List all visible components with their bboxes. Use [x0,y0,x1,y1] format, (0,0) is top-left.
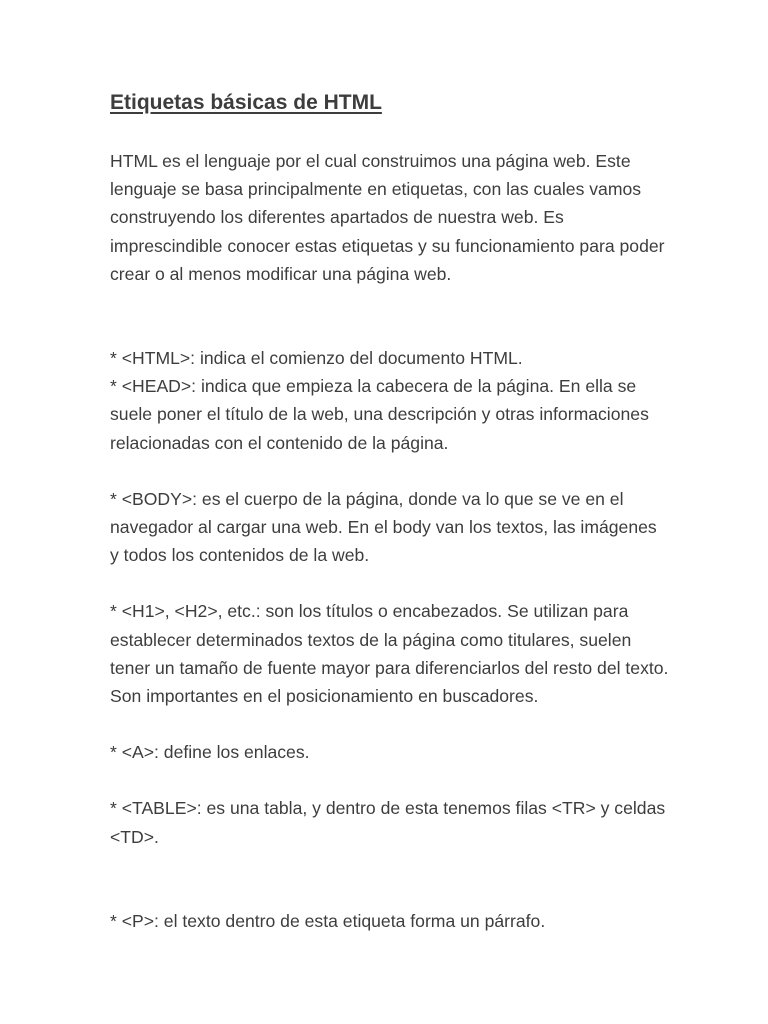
list-item-html: * <HTML>: indica el comienzo del documento HTML. [110,348,523,369]
list-item-head: * <HEAD>: indica que empieza la cabecera de la página. En ella se suele poner el título de la web, una descripción y otras informaciones relacionadas con el contenido de la página. [110,376,649,453]
list-item-headings: * <H1>, <H2>, etc.: son los títulos o encabezados. Se utilizan para establecer determinados textos de la página como titulares, suelen tener un tamaño de fuente mayor para diferenciarlos del resto del texto. Son importantes en el posicionamiento en buscadores. [110,601,669,707]
document-page [110,88,670,935]
intro-paragraph: HTML es el lenguaje por el cual construimos una página web. Este lenguaje se basa principalmente en etiquetas, con las cuales vamos construyendo los diferentes apartados de nuestra web. Es imprescindible conocer estas etiquetas y su funcionamiento para poder crear o al menos modificar una página web. [110,151,665,284]
document-title: Etiquetas básicas de HTML [110,91,382,114]
list-item-table: * <TABLE>: es una tabla, y dentro de esta tenemos filas <TR> y celdas <TD>. [110,798,666,847]
list-item-paragraph: * <P>: el texto dentro de esta etiqueta forma un párrafo. [110,910,546,931]
list-item-anchor: * <A>: define los enlaces. [110,742,310,763]
list-item-body: * <BODY>: es el cuerpo de la página, donde va lo que se ve en el navegador al cargar una web. En el body van los textos, las imágenes y todos los contenidos de la web. [110,488,657,566]
